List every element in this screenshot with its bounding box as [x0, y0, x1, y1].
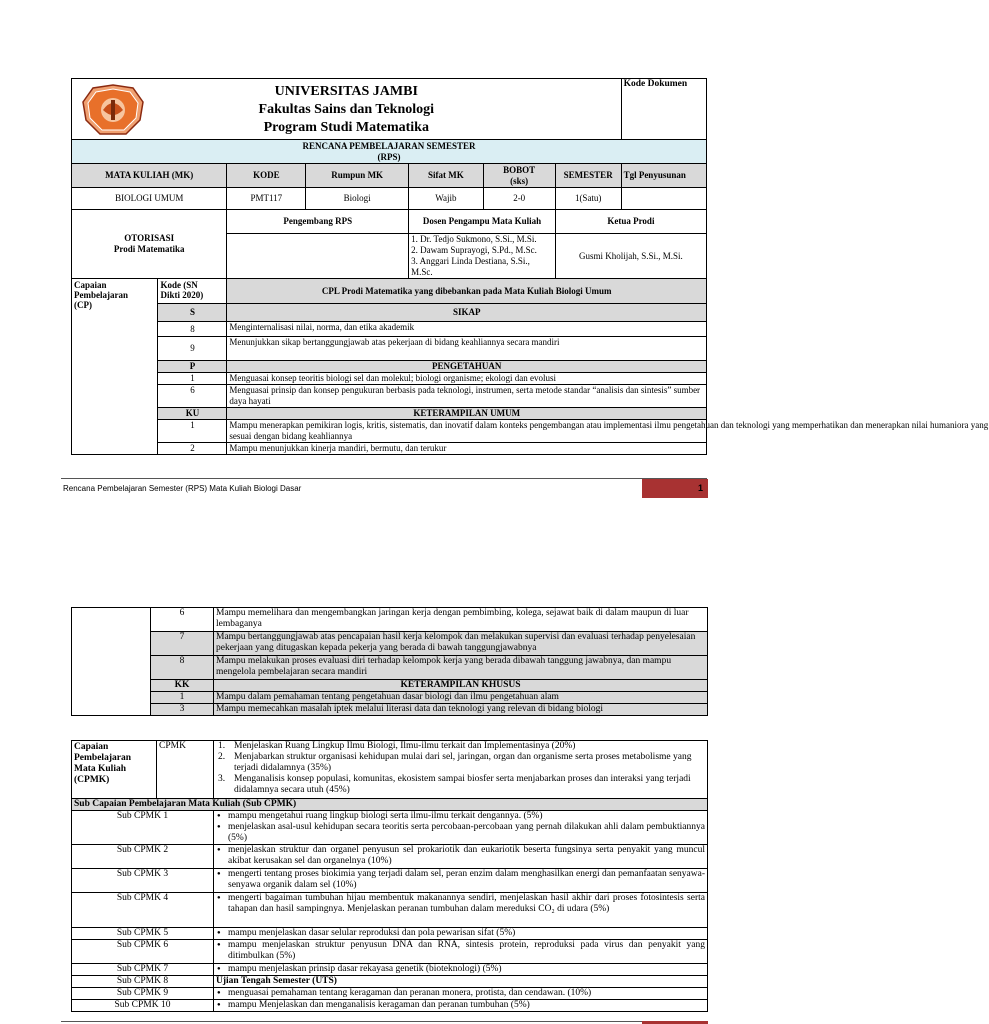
kk-code: KK: [151, 680, 214, 692]
sikap-row-num: 8: [158, 322, 227, 337]
ku-row-text: Mampu memelihara dan mengembangkan jaringan kerja dengan pembimbing, kolega, sejawat baik di dalam maupun di luar lembaganya: [214, 608, 708, 632]
kode-dokumen: Kode Dokumen: [621, 79, 706, 140]
sikap-code: S: [158, 304, 227, 322]
footer-text: Rencana Pembelajaran Semester (RPS) Mata Kuliah Biologi Dasar: [63, 484, 302, 493]
pengetahuan-code: P: [158, 361, 227, 373]
cpmk-items: [214, 741, 708, 799]
sub-cpmk-content: [214, 893, 708, 928]
sub-cpmk-content: [214, 940, 708, 964]
ketua-prodi-name: Gusmi Kholijah, S.Si., M.Si.: [555, 234, 706, 279]
col-bobot: BOBOT (sks): [483, 164, 555, 188]
ku-title: KETERAMPILAN UMUM: [227, 408, 707, 420]
sub-cpmk-content: [214, 976, 708, 988]
ku-row-text: Mampu menerapkan pemikiran logis, kritis, sistematis, dan inovatif dalam konteks pengembangan atau implementasi ilmu pengetahuan dan teknologi yang memperhatikan dan menerapkan nilai humaniora yang sesuai dengan bidang keahliannya: [227, 420, 707, 443]
sub-cpmk-row: [72, 964, 708, 976]
dosen-list: 1. Dr. Tedjo Sukmono, S.Si., M.Si. 2. Dawam Suprayogi, S.Pd., M.Sc. 3. Anggari Linda Destiana, S.Si., M.Sc.: [409, 234, 556, 279]
rps-header-table: [71, 78, 989, 455]
sub-cpmk-row: [72, 940, 708, 964]
university-logo: [82, 84, 144, 136]
sikap-row-text: Menginternalisasi nilai, norma, dan etika akademik: [227, 322, 707, 337]
university-header-cell: [72, 79, 622, 140]
cpmk-code: CPMK: [157, 741, 214, 799]
program-name: Program Studi Matematika: [263, 120, 429, 135]
sikap-title: SIKAP: [227, 304, 707, 322]
sub-cpmk-label: Sub CPMK 7: [72, 964, 214, 976]
sub-cpmk-label: Sub CPMK 4: [72, 893, 214, 928]
sub-cpmk-content: [214, 1000, 708, 1012]
sub-cpmk-item: ● mengerti bagaiman tumbuhan hijau membentuk makanannya sendiri, menjelaskan hasil akhir dari proses fotosintesis serta tahapan dan hasil sampingnya. Menjelaskan peranan tumbuhan dalam mereduksi CO₂ di udara (5%): [216, 893, 705, 915]
sub-cpmk-item: ● mampu menjelaskan dasar selular reproduksi dan pola pewarisan sifat (5%): [216, 928, 705, 939]
sub-cpmk-row: [72, 893, 708, 928]
pengetahuan-row-num: 6: [158, 385, 227, 408]
sikap-row-num: 9: [158, 337, 227, 361]
sub-cpmk-row: [72, 976, 708, 988]
sub-cpmk-item: ● menguasai pemahaman tentang keragaman dan peranan monera, protista, dan cendawan. (10%): [216, 988, 705, 999]
col-kode: KODE: [227, 164, 306, 188]
cpl-title: CPL Prodi Matematika yang dibebankan pada Mata Kuliah Biologi Umum: [227, 279, 707, 304]
ku-row-text: Mampu melakukan proses evaluasi diri terhadap kelompok kerja yang berada dibawah tanggung jawabnya, dan mampu mengelola pembelajaran secara mandiri: [214, 656, 708, 680]
kode-sn-dikti-label: Kode (SN Dikti 2020): [158, 279, 227, 304]
cpmk-label: Capaian Pembelajaran Mata Kuliah (CPMK): [72, 741, 157, 799]
col-rumpun: Rumpun MK: [306, 164, 409, 188]
mk-sifat: Wajib: [409, 188, 483, 210]
sub-cpmk-title: Sub Capaian Pembelajaran Mata Kuliah (Sub CPMK): [72, 799, 708, 811]
sub-cpmk-item: ● mampu menjelaskan struktur penyusun DNA dan RNA, sintesis protein, reproduksi pada virus dan penyakit yang ditimbulkan (5%): [216, 940, 705, 962]
cpmk-item: 1. Menjelaskan Ruang Lingkup Ilmu Biologi, Ilmu-ilmu terkait dan Implementasinya (20%): [218, 741, 576, 751]
sub-cpmk-label: Sub CPMK 9: [72, 988, 214, 1000]
ku-row-text: Mampu bertanggungjawab atas pencapaian hasil kerja kelompok dan melakukan supervisi dan evaluasi terhadap penyelesaian pekerjaan yang ditugaskan kepada pekerja yang berada di bawah tanggungjawabnya: [214, 632, 708, 656]
mk-bobot: 2-0: [483, 188, 555, 210]
cpmk-item: 3. Menganalisis konsep populasi, komunitas, ekosistem sampai biosfer serta menjabarkan proses dan interaksi yang terjadi didalamnya secara utuh (45%): [218, 774, 691, 795]
ku-row-num: 2: [158, 443, 227, 455]
pengembang-rps-value: [227, 234, 409, 279]
sub-cpmk-label: Sub CPMK 3: [72, 869, 214, 893]
col-sifat: Sifat MK: [409, 164, 483, 188]
page-number-badge: [642, 479, 708, 498]
sub-cpmk-row: [72, 845, 708, 869]
faculty-name: Fakultas Sains dan Teknologi: [258, 102, 435, 117]
footer-rule: [61, 478, 707, 479]
kk-row-text: Mampu dalam pemahaman tentang pengetahuan dasar biologi dan ilmu pengetahuan alam: [214, 692, 708, 704]
col-tgl: Tgl Penyusunan: [621, 164, 706, 188]
footer-rule-page2: [61, 1021, 707, 1022]
sub-cpmk-body: [72, 811, 708, 1012]
ku-row-num: 6: [151, 608, 214, 632]
otorisasi-label: OTORISASI Prodi Matematika: [72, 210, 227, 279]
sub-cpmk-row: [72, 928, 708, 940]
sub-cpmk-row: [72, 1000, 708, 1012]
cpmk-table: [71, 740, 708, 1012]
sub-cpmk-item: ● menjelaskan asal-usul kehidupan secara teoritis serta percobaan-percobaan yang pernah dilakukan ahli dalam pembuktiannya (5%): [216, 822, 705, 844]
sub-cpmk-row: [72, 988, 708, 1000]
page-number: 1: [697, 483, 703, 493]
sub-cpmk-content: [214, 988, 708, 1000]
sub-cpmk-item: ● mampu mengetahui ruang lingkup biologi serta ilmu-ilmu terkait dengannya. (5%): [216, 811, 705, 822]
pengetahuan-title: PENGETAHUAN: [227, 361, 707, 373]
sub-cpmk-item: ● menjelaskan struktur dan organel penyusun sel prokariotik dan eukariotik beserta fungsinya serta penyakit yang muncul akibat kerusakan sel dan organelnya (10%): [216, 845, 705, 867]
kk-row-text: Mampu memecahkan masalah iptek melalui literasi data dan teknologi yang relevan di bidang biologi: [214, 704, 708, 716]
ku-row-num: 8: [151, 656, 214, 680]
ku-row-text: Mampu menunjukkan kinerja mandiri, bermutu, dan terukur: [227, 443, 707, 455]
sub-cpmk-content: [214, 928, 708, 940]
pengetahuan-row-text: Menguasai konsep teoritis biologi sel dan molekul; biologi organisme; ekologi dan evolusi: [227, 373, 707, 385]
university-name: UNIVERSITAS JAMBI: [274, 84, 418, 99]
mk-name: BIOLOGI UMUM: [72, 188, 227, 210]
sub-cpmk-label: Sub CPMK 2: [72, 845, 214, 869]
col-mata-kuliah: MATA KULIAH (MK): [72, 164, 227, 188]
kk-title: KETERAMPILAN KHUSUS: [214, 680, 708, 692]
sub-cpmk-label: Sub CPMK 6: [72, 940, 214, 964]
sub-cpmk-content: [214, 811, 708, 845]
kk-row-num: 3: [151, 704, 214, 716]
rps-title: RENCANA PEMBELAJARAN SEMESTER (RPS): [72, 140, 707, 164]
ku-row-num: 1: [158, 420, 227, 443]
ketua-prodi-label: Ketua Prodi: [555, 210, 706, 234]
kk-row-num: 1: [151, 692, 214, 704]
sub-cpmk-label: Sub CPMK 5: [72, 928, 214, 940]
cpmk-item: 2. Menjabarkan struktur organisasi kehidupan mulai dari sel, jaringan, organ dan organisme serta proses metabolisme yang terjadi didalamnya (35%): [218, 752, 692, 773]
uts-label: Ujian Tengah Semester (UTS): [216, 976, 337, 986]
cp-label: Capaian Pembelajaran (CP): [72, 279, 158, 455]
sub-cpmk-item: ● mampu menjelaskan prinsip dasar rekayasa genetik (bioteknologi) (5%): [216, 964, 705, 975]
mk-semester: 1(Satu): [555, 188, 621, 210]
sub-cpmk-item: ● mengerti tentang proses biokimia yang terjadi dalam sel, peran enzim dalam menghasilkan energi dan pemanfaatan senyawa-senyawa organik dalam sel (10%): [216, 869, 705, 891]
mk-tgl: [621, 188, 706, 210]
mk-code: PMT117: [227, 188, 306, 210]
pengetahuan-row-num: 1: [158, 373, 227, 385]
sub-cpmk-item: ● mampu Menjelaskan dan menganalisis keragaman dan peranan tumbuhan (5%): [216, 1000, 705, 1011]
sub-cpmk-label: Sub CPMK 10: [72, 1000, 214, 1012]
ku-row-num: 7: [151, 632, 214, 656]
pengetahuan-row-text: Menguasai prinsip dan konsep pengukuran berbasis pada teknologi, instrumen, serta metode standar “analisis dan sintesis” sumber daya hayati: [227, 385, 707, 408]
sub-cpmk-label: Sub CPMK 1: [72, 811, 214, 845]
ku-code: KU: [158, 408, 227, 420]
pengembang-rps-label: Pengembang RPS: [227, 210, 409, 234]
sub-cpmk-row: [72, 869, 708, 893]
sikap-row-text: Menunjukkan sikap bertanggungjawab atas pekerjaan di bidang keahliannya secara mandiri: [227, 337, 707, 361]
sub-cpmk-row: [72, 811, 708, 845]
sub-cpmk-label: Sub CPMK 8: [72, 976, 214, 988]
sub-cpmk-content: [214, 869, 708, 893]
sub-cpmk-content: [214, 845, 708, 869]
dosen-pengampu-label: Dosen Pengampu Mata Kuliah: [409, 210, 556, 234]
sub-cpmk-content: [214, 964, 708, 976]
ku-continuation-table: [71, 607, 708, 716]
col-semester: SEMESTER: [555, 164, 621, 188]
mk-rumpun: Biologi: [306, 188, 409, 210]
